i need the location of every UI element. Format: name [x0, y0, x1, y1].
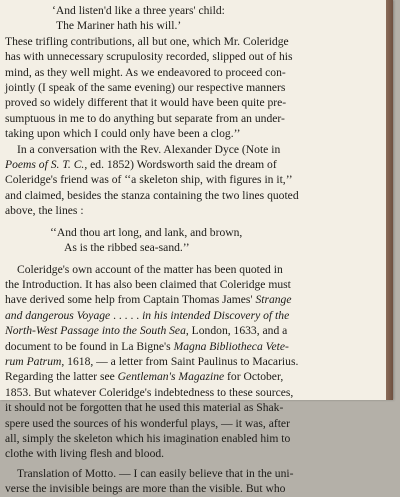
book-title: Strange: [255, 293, 292, 307]
text-span: have derived some help from Captain Thomas James': [5, 293, 256, 307]
text-line: sumptuous in me to do anything but separate from an under-: [5, 111, 285, 125]
text-span: . . . . .: [110, 308, 143, 322]
text-line: the Introduction. It has also been claimed that Coleridge must: [5, 277, 291, 291]
text-line: [5, 262, 385, 277]
text-line: verse the invisible beings are more than the visible. But who: [5, 482, 286, 496]
text-line: mind, as they well might. As we endeavored to proceed con-: [5, 65, 286, 79]
text-line: [5, 339, 385, 354]
text-span: Regarding the latter see: [5, 370, 118, 384]
text-span: — I can easily believe that in the uni-: [116, 466, 294, 480]
text-span: , 1618, — a letter from Saint Paulinus to Macarius.: [61, 354, 299, 368]
book-title: Gentleman's Magazine: [117, 370, 225, 384]
text-span: document to be found in La Bigne's: [5, 339, 174, 353]
text-line: [5, 466, 385, 481]
text-line: above, the lines :: [5, 204, 84, 218]
verse-line: As is the ribbed sea-sand.’’: [64, 241, 190, 255]
text-line: proved so widely different that it would have been quite pre-: [5, 96, 287, 110]
text-line: jointly (I speak of the same evening) our respective manners: [5, 81, 286, 95]
text-span: for October,: [224, 370, 284, 384]
book-title: and dangerous Voyage: [5, 308, 111, 322]
text-line: [5, 354, 385, 369]
text-line: [5, 292, 385, 307]
text-line: 1853. But whatever Coleridge's indebtedness to these sources,: [5, 385, 294, 399]
text-line: [5, 369, 385, 384]
text-span: , London, 1633, and a: [185, 324, 288, 338]
paragraph-dyce-conversation: [5, 142, 385, 219]
paragraph-motto-translation: [5, 466, 385, 497]
paragraph-contributions: [5, 34, 385, 142]
paragraph-coleridge-account: [5, 262, 385, 462]
text-line: [5, 142, 385, 157]
section-heading: Translation of Motto.: [17, 466, 117, 480]
text-line: [5, 323, 385, 338]
text-line: taking upon which I could only have been a clog.’’: [5, 127, 241, 141]
text-line: [5, 308, 385, 323]
text-line: [5, 157, 385, 172]
text-line: Coleridge's friend was of ‘‘a skeleton ship, with figures in it,’’: [5, 173, 293, 187]
verse-line: The Mariner hath his will.’: [56, 19, 182, 33]
text-line: clothe with living flesh and blood.: [5, 447, 165, 461]
text-line: it should not be forgotten that he used this material as Shak-: [5, 401, 284, 415]
text-span: , ed. 1852) Wordsworth said the dream of: [84, 158, 277, 172]
verse-line: ‘‘And thou art long, and lank, and brown,: [50, 225, 243, 239]
book-title: Magna Bibliotheca Vete-: [173, 339, 289, 353]
book-title: rum Patrum: [5, 354, 62, 368]
verse-line: ‘And listen'd like a three years' child:: [52, 4, 225, 17]
book-title: North-West Passage into the South Sea: [5, 324, 186, 338]
verse-quote-lank: [50, 225, 385, 256]
text-span: In a conversation with the Rev. Alexander Dyce (Note in: [17, 142, 281, 156]
page-edge: [386, 0, 393, 400]
verse-quote-mariner: [52, 3, 385, 34]
book-title: Poems of S. T. C.: [5, 158, 85, 172]
page-text: [5, 3, 385, 497]
text-line: These trifling contributions, all but one, which Mr. Coleridge: [5, 34, 289, 48]
text-line: all, simply the skeleton which his imagination enabled him to: [5, 431, 291, 445]
text-line: and claimed, besides the stanza containing the two lines quoted: [5, 188, 299, 202]
text-span: Coleridge's own account of the matter has been quoted in: [17, 262, 283, 276]
text-line: has with unnecessary scrupulosity recorded, slipped out of his: [5, 50, 293, 64]
book-title: in his intended Discovery of the: [142, 308, 290, 322]
text-line: spere used the sources of his wonderful plays, — it was, after: [5, 416, 290, 430]
